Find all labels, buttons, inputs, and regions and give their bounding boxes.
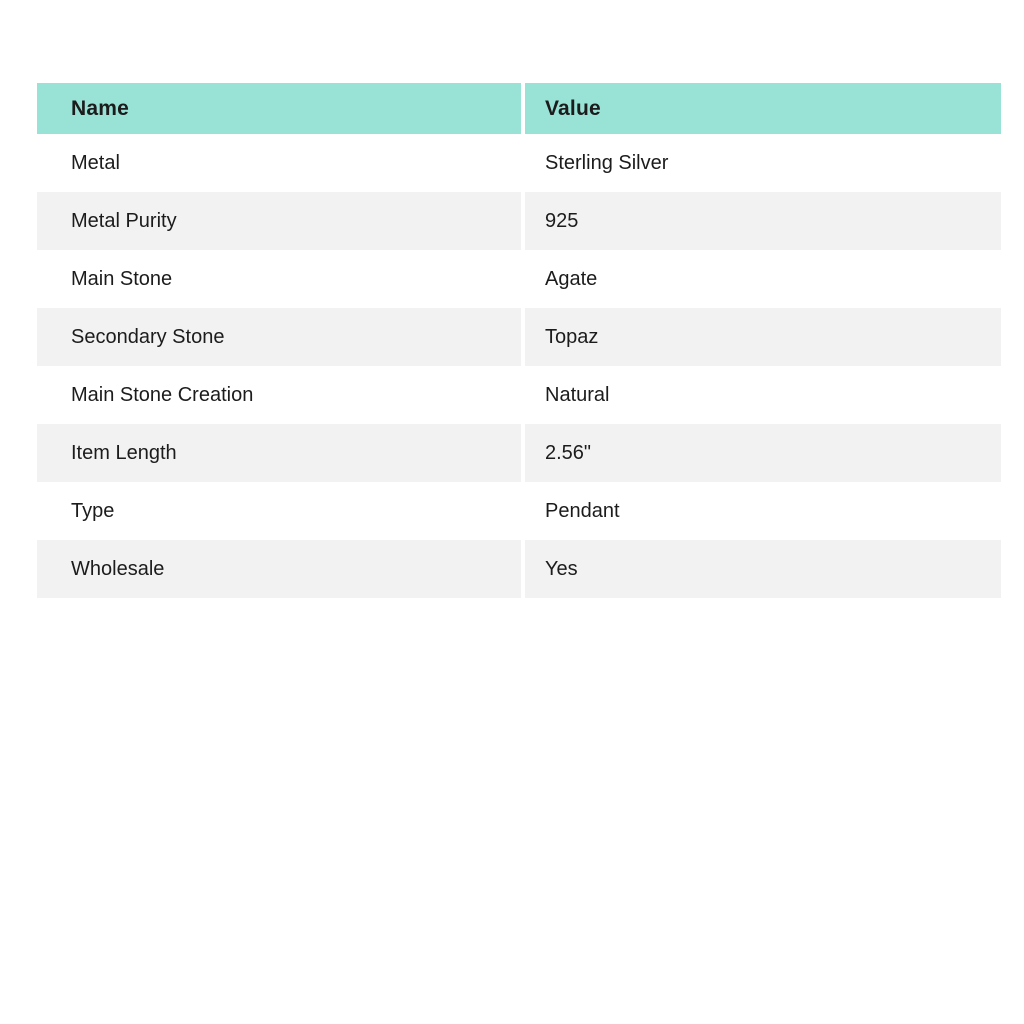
table-row [37, 540, 1001, 598]
row-name-cell: Main Stone Creation [37, 366, 523, 424]
item-specifics-panel [37, 83, 1001, 598]
table-row [37, 482, 1001, 540]
row-value-cell: Agate [523, 250, 1001, 308]
row-name-cell: Item Length [37, 424, 523, 482]
row-value-cell: 925 [523, 192, 1001, 250]
table-row [37, 134, 1001, 192]
row-value-cell: Yes [523, 540, 1001, 598]
row-value-cell: Pendant [523, 482, 1001, 540]
row-value-cell: Natural [523, 366, 1001, 424]
row-name-cell: Metal Purity [37, 192, 523, 250]
spec-table-body [37, 134, 1001, 598]
row-name-cell: Wholesale [37, 540, 523, 598]
table-header-value: Value [523, 83, 1001, 134]
spec-table-header [37, 83, 1001, 134]
spec-table [37, 83, 1001, 598]
header-row [37, 83, 1001, 134]
row-value-cell: Sterling Silver [523, 134, 1001, 192]
row-name-cell: Secondary Stone [37, 308, 523, 366]
table-row [37, 424, 1001, 482]
table-row [37, 308, 1001, 366]
table-header-name: Name [37, 83, 523, 134]
row-name-cell: Main Stone [37, 250, 523, 308]
row-name-cell: Type [37, 482, 523, 540]
row-value-cell: Topaz [523, 308, 1001, 366]
table-row [37, 366, 1001, 424]
table-row [37, 192, 1001, 250]
table-row [37, 250, 1001, 308]
row-name-cell: Metal [37, 134, 523, 192]
row-value-cell: 2.56" [523, 424, 1001, 482]
